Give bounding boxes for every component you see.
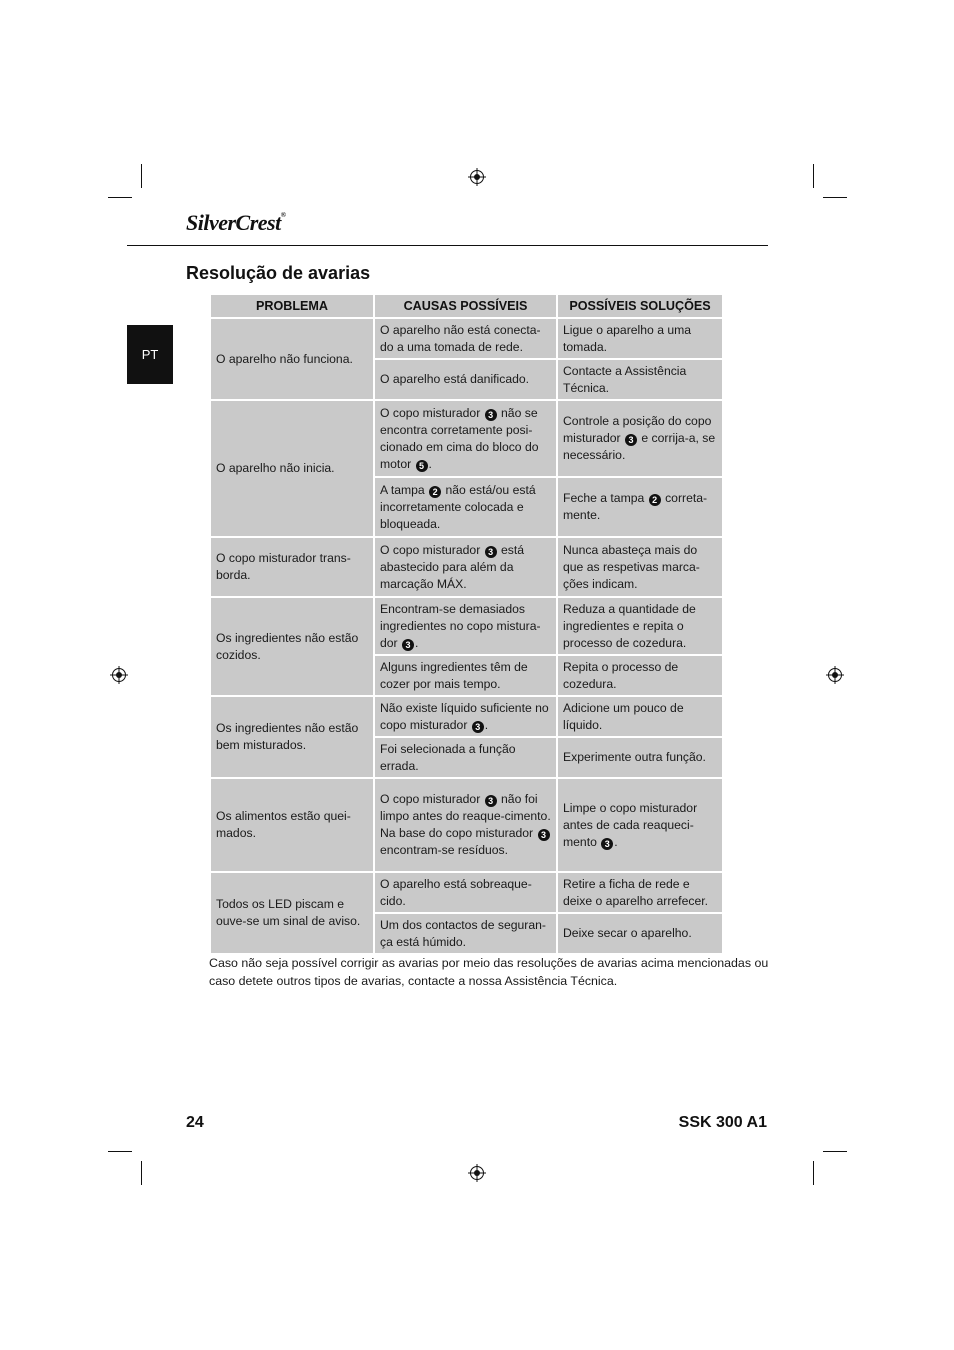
registration-mark-icon xyxy=(110,666,128,684)
cause-cell: O aparelho está sobreaque-cido. xyxy=(374,872,557,913)
cause-cell: O copo misturador 3 não foi limpo antes do reaque-cimento. Na base do copo misturador 3 encontram-se resíduos. xyxy=(374,778,557,872)
crop-mark xyxy=(108,197,132,198)
cause-cell: Encontram-se demasiados ingredientes no copo mistura-dor 3 . xyxy=(374,597,557,655)
table-row xyxy=(210,872,723,913)
cause-cell: O aparelho não está conecta-do a uma tomada de rede. xyxy=(374,318,557,359)
table-row xyxy=(210,400,723,477)
part-number-badge: 3 xyxy=(538,829,550,841)
page-number: 24 xyxy=(186,1114,204,1131)
solution-cell: Controle a posição do copo misturador 3 e corrija-a, se necessário. xyxy=(557,400,723,477)
model-number: SSK 300 A1 xyxy=(678,1114,767,1131)
solution-cell: Repita o processo de cozedura. xyxy=(557,655,723,696)
crop-mark xyxy=(108,1151,132,1152)
part-number-badge: 3 xyxy=(472,721,484,733)
solution-cell: Deixe secar o aparelho. xyxy=(557,913,723,954)
registration-mark-icon xyxy=(468,1164,486,1182)
registration-mark-icon xyxy=(468,168,486,186)
solution-cell: Contacte a Assistência Técnica. xyxy=(557,359,723,400)
table-row xyxy=(210,537,723,597)
table-row xyxy=(210,318,723,359)
cause-cell: Não existe líquido suficiente no copo misturador 3 . xyxy=(374,696,557,737)
cause-cell: O copo misturador 3 está abastecido para além da marcação MÁX. xyxy=(374,537,557,597)
cause-cell: Alguns ingredientes têm de cozer por mais tempo. xyxy=(374,655,557,696)
cause-cell: O copo misturador 3 não se encontra corretamente posi-cionado em cima do bloco do motor 5 . xyxy=(374,400,557,477)
problem-cell: Os alimentos estão quei-mados. xyxy=(210,778,374,872)
problem-cell: Os ingredientes não estão cozidos. xyxy=(210,597,374,696)
table-row xyxy=(210,696,723,737)
header-solutions: POSSÍVEIS SOLUÇÕES xyxy=(557,294,723,318)
part-number-badge: 2 xyxy=(429,486,441,498)
header-problem: PROBLEMA xyxy=(210,294,374,318)
crop-mark xyxy=(141,164,142,188)
solution-cell: Retire a ficha de rede e deixe o aparelho arrefecer. xyxy=(557,872,723,913)
crop-mark xyxy=(823,1151,847,1152)
solution-cell: Experimente outra função. xyxy=(557,737,723,778)
problem-cell: Os ingredientes não estão bem misturados. xyxy=(210,696,374,778)
header-rule xyxy=(127,245,768,246)
solution-cell: Adicione um pouco de líquido. xyxy=(557,696,723,737)
troubleshooting-table xyxy=(209,293,724,955)
section-title: Resolução de avarias xyxy=(186,263,371,283)
solution-cell: Feche a tampa 2 correta-mente. xyxy=(557,477,723,537)
cause-cell: O aparelho está danificado. xyxy=(374,359,557,400)
problem-cell: Todos os LED piscam e ouve-se um sinal de aviso. xyxy=(210,872,374,954)
crop-mark xyxy=(813,164,814,188)
crop-mark xyxy=(141,1161,142,1185)
part-number-badge: 2 xyxy=(649,494,661,506)
language-tab: PT xyxy=(127,325,173,384)
problem-cell: O copo misturador trans-borda. xyxy=(210,537,374,597)
table-row xyxy=(210,778,723,872)
problem-cell: O aparelho não inicia. xyxy=(210,400,374,537)
solution-cell: Limpe o copo misturador antes de cada reaqueci-mento 3 . xyxy=(557,778,723,872)
table-header-row xyxy=(210,294,723,318)
crop-mark xyxy=(813,1161,814,1185)
problem-cell: O aparelho não funciona. xyxy=(210,318,374,400)
solution-cell: Nunca abasteça mais do que as respetivas marca-ções indicam. xyxy=(557,537,723,597)
part-number-badge: 3 xyxy=(601,838,613,850)
part-number-badge: 3 xyxy=(625,434,637,446)
header-causes: CAUSAS POSSÍVEIS xyxy=(374,294,557,318)
solution-cell: Reduza a quantidade de ingredientes e repita o processo de cozedura. xyxy=(557,597,723,655)
part-number-badge: 5 xyxy=(416,460,428,472)
part-number-badge: 3 xyxy=(485,795,497,807)
footnote: Caso não seja possível corrigir as avarias por meio das resoluções de avarias acima mencionadas ou caso detete outros tipos de avarias, contacte a nossa Assistência Técnica. xyxy=(209,956,769,988)
cause-cell: Foi selecionada a função errada. xyxy=(374,737,557,778)
cause-cell: A tampa 2 não está/ou está incorretamente colocada e bloqueada. xyxy=(374,477,557,537)
registration-mark-icon xyxy=(826,666,844,684)
crop-mark xyxy=(823,197,847,198)
part-number-badge: 3 xyxy=(485,546,497,558)
table-row xyxy=(210,597,723,655)
brand-logo: SilverCrest® xyxy=(186,210,286,235)
part-number-badge: 3 xyxy=(485,409,497,421)
part-number-badge: 3 xyxy=(402,639,414,651)
cause-cell: Um dos contactos de seguran-ça está húmido. xyxy=(374,913,557,954)
solution-cell: Ligue o aparelho a uma tomada. xyxy=(557,318,723,359)
